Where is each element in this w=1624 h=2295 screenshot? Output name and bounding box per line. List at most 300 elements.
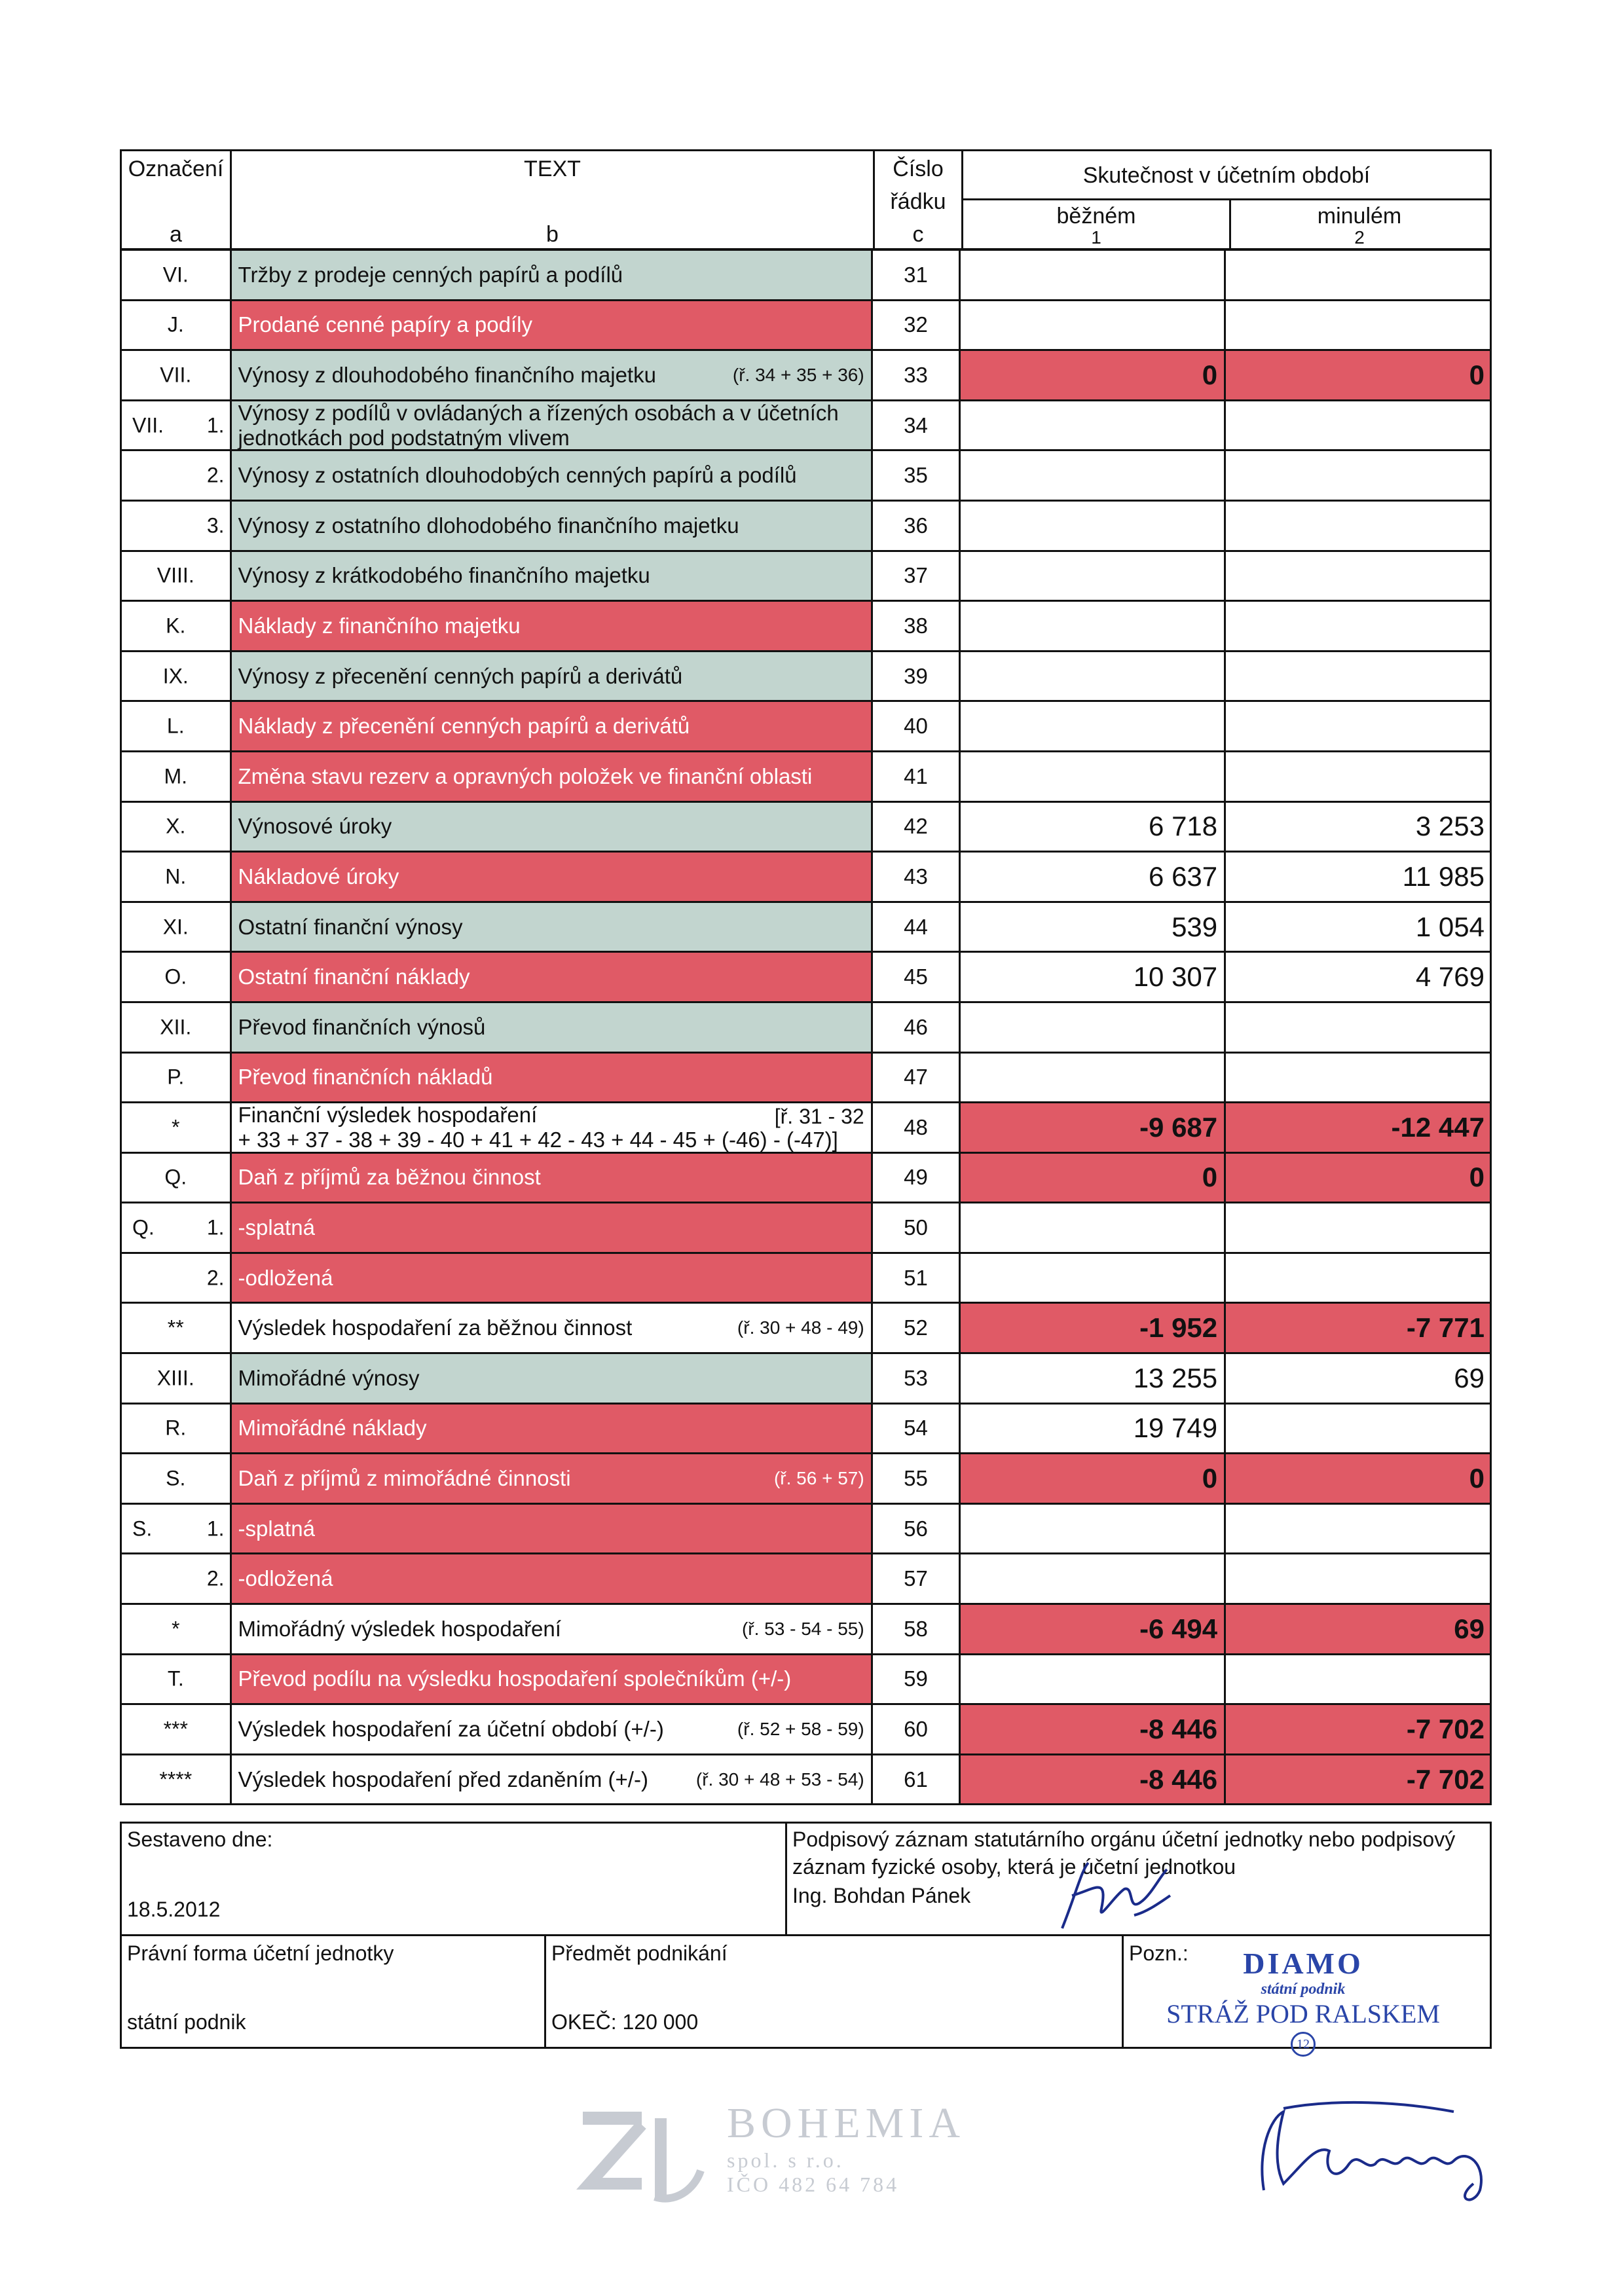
row-current-value (961, 1254, 1226, 1302)
row-text-cell (232, 351, 873, 399)
row-current-value (961, 1203, 1226, 1252)
row-previous-value (1226, 1254, 1490, 1302)
header-period-title: Skutečnost v účetním období (1082, 163, 1371, 188)
signature-panek (1036, 1850, 1180, 1935)
row-mark-cell (122, 1554, 232, 1603)
row-mark: XI. (162, 915, 189, 939)
row-mark: ** (167, 1315, 184, 1340)
table-row (120, 853, 1492, 903)
row-mark-cell (122, 1354, 232, 1403)
row-line-number: 33 (873, 351, 961, 399)
row-previous-value (1226, 1054, 1490, 1102)
table-row (120, 1054, 1492, 1104)
row-mark-cell (122, 752, 232, 801)
table-row (120, 803, 1492, 853)
row-previous-value: 1 054 (1415, 911, 1485, 942)
row-current-value: 19 749 (961, 1405, 1226, 1453)
row-previous-value (1226, 652, 1490, 701)
header-col-a-title: Označení (128, 156, 224, 181)
compiled-label: Sestaveno dne: (127, 1827, 273, 1851)
row-line-number: 44 (873, 903, 961, 951)
row-line-number: 52 (873, 1304, 961, 1352)
signature-label-1: Podpisový záznam statutárního orgánu účetní jednotky nebo podpisový (792, 1827, 1456, 1851)
header-col-c (875, 151, 963, 248)
diamo-stamp-type: státní podnik (1261, 1981, 1346, 1998)
row-mark-cell (122, 251, 232, 299)
row-text: Výnosy z ostatních dlouhodobých cenných papírů a podílů (238, 463, 797, 488)
compiled-box (120, 1822, 787, 1936)
row-subnumber: 1. (206, 1215, 225, 1239)
bohemia-stamp-ico: IČO 482 64 784 (727, 2173, 900, 2196)
row-previous-value (1226, 1203, 1490, 1252)
diamo-stamp-title: DIAMO (1243, 1947, 1363, 1980)
row-current-value (961, 451, 1226, 500)
row-text: Mimořádné náklady (238, 1416, 427, 1441)
row-mark: T. (167, 1666, 184, 1691)
row-mark-cell (122, 401, 232, 450)
row-previous-value: 0 (1226, 351, 1490, 399)
table-row (120, 1705, 1492, 1755)
row-line-number: 37 (873, 552, 961, 600)
bohemia-stamp (570, 2085, 976, 2230)
row-mark-cell (122, 803, 232, 851)
row-previous-value (1226, 1505, 1490, 1553)
signature-label-2: záznam fyzické osoby, která je účetní jednotkou (792, 1855, 1236, 1879)
header-col-a-sub: a (170, 222, 182, 247)
table-header (120, 149, 1492, 251)
row-text-cell (232, 953, 873, 1001)
row-text-cell (232, 301, 873, 350)
row-line-number: 53 (873, 1354, 961, 1403)
row-mark-cell (122, 953, 232, 1001)
row-text: Výnosy z ostatního dlohodobého finančního majetku (238, 513, 739, 538)
row-formula: (ř. 53 - 54 - 55) (741, 1618, 864, 1639)
row-previous-value: -12 447 (1226, 1103, 1490, 1152)
row-mark: L. (166, 714, 185, 738)
row-previous-value: -7 771 (1226, 1304, 1490, 1352)
row-line-number: 41 (873, 752, 961, 801)
row-current-value (961, 702, 1226, 750)
subject-box (544, 1934, 1124, 2049)
row-text: Prodané cenné papíry a podíly (238, 312, 532, 337)
row-text: Výsledek hospodaření za běžnou činnost (238, 1315, 633, 1340)
row-mark: XIII. (157, 1366, 194, 1390)
row-mark: O. (164, 964, 187, 989)
row-text-cell (232, 1405, 873, 1453)
row-text-cell (232, 1354, 873, 1403)
table-row (120, 1203, 1492, 1254)
row-text: Výnosy z dlouhodobého finančního majetku (238, 362, 656, 387)
row-line-number: 45 (873, 953, 961, 1001)
row-mark: VII. (132, 413, 164, 437)
row-mark-cell (122, 502, 232, 550)
row-previous-value (1226, 1405, 1490, 1453)
row-current-value (961, 1655, 1226, 1704)
row-text-cell (232, 752, 873, 801)
row-line-number: 51 (873, 1254, 961, 1302)
table-row (120, 1454, 1492, 1505)
row-mark-cell (122, 1755, 232, 1804)
row-mark: S. (132, 1516, 153, 1541)
row-text: Ostatní finanční výnosy (238, 914, 463, 939)
row-current-value (961, 652, 1226, 701)
row-text-cell (232, 1554, 873, 1603)
row-current-value: 13 255 (961, 1354, 1226, 1403)
row-text: Mimořádné výnosy (238, 1365, 420, 1390)
table-row (120, 702, 1492, 752)
row-previous-value (1226, 602, 1490, 650)
auditor-signature (1238, 2085, 1513, 2216)
row-text: -splatná (238, 1516, 315, 1541)
row-formula: (ř. 34 + 35 + 36) (732, 364, 864, 385)
row-text: Převod podílu na výsledku hospodaření společníkům (+/-) (238, 1666, 792, 1691)
row-text: Daň z příjmů za běžnou činnost (238, 1165, 541, 1190)
table-row (120, 552, 1492, 602)
row-previous-value: 69 (1454, 1362, 1485, 1393)
row-line-number: 39 (873, 652, 961, 701)
row-subnumber: 2. (206, 463, 225, 487)
row-text: Změna stavu rezerv a opravných položek ve finanční oblasti (238, 763, 813, 788)
row-previous-value (1226, 702, 1490, 750)
row-text-cell (232, 1454, 873, 1503)
row-text: Převod finančních výnosů (238, 1014, 486, 1039)
row-mark-cell (122, 1605, 232, 1653)
row-line-number: 47 (873, 1054, 961, 1102)
legal-form-box (120, 1934, 546, 2049)
row-mark: * (172, 1115, 180, 1139)
row-mark: XII. (160, 1015, 192, 1039)
row-text-cell (232, 552, 873, 600)
table-row (120, 602, 1492, 652)
table-row (120, 1554, 1492, 1605)
row-mark-cell (122, 451, 232, 500)
table-row (120, 251, 1492, 301)
row-mark-cell (122, 1203, 232, 1252)
table-row (120, 1505, 1492, 1555)
row-current-value: 539 (961, 903, 1226, 951)
row-subnumber: 1. (206, 413, 225, 437)
subject-value: OKEČ: 120 000 (551, 2010, 699, 2034)
table-row (120, 1304, 1492, 1354)
table-row (120, 1103, 1492, 1154)
row-mark-cell (122, 652, 232, 701)
row-text-continued: jednotkách pod podstatným vlivem (238, 425, 570, 450)
row-current-value (961, 1554, 1226, 1603)
row-line-number: 57 (873, 1554, 961, 1603)
row-line-number: 48 (873, 1103, 961, 1152)
table-body (120, 251, 1492, 1805)
financial-table (120, 149, 1492, 1805)
row-text-cell (232, 702, 873, 750)
row-mark-cell (122, 1154, 232, 1202)
row-mark-cell (122, 1655, 232, 1704)
row-line-number: 54 (873, 1405, 961, 1453)
diamo-stamp-number: 12 (1291, 2032, 1316, 2057)
row-text: Finanční výsledek hospodaření (238, 1103, 538, 1127)
row-line-number: 56 (873, 1505, 961, 1553)
header-current-sub: 1 (1091, 227, 1101, 248)
row-line-number: 58 (873, 1605, 961, 1653)
row-current-value: 10 307 (961, 953, 1226, 1001)
row-mark: J. (167, 312, 184, 337)
row-text: Nákladové úroky (238, 864, 399, 889)
table-row (120, 1154, 1492, 1204)
row-current-value (961, 1003, 1226, 1052)
header-col-c-title-1: Číslo (893, 156, 944, 181)
legal-form-label: Právní forma účetní jednotky (127, 1941, 394, 1965)
row-current-value: 6 637 (961, 853, 1226, 901)
row-mark-cell (122, 1405, 232, 1453)
compiled-date: 18.5.2012 (127, 1898, 221, 1921)
header-previous-sub: 2 (1354, 227, 1365, 248)
table-row (120, 502, 1492, 552)
row-formula: (ř. 56 + 57) (773, 1468, 864, 1489)
row-current-value (961, 1054, 1226, 1102)
row-current-value (961, 602, 1226, 650)
row-current-value (961, 752, 1226, 801)
row-text: Mimořádný výsledek hospodaření (238, 1616, 561, 1641)
row-mark: *** (163, 1717, 188, 1741)
row-text-cell (232, 451, 873, 500)
row-line-number: 46 (873, 1003, 961, 1052)
row-mark-cell (122, 1054, 232, 1102)
row-line-number: 32 (873, 301, 961, 350)
row-mark-cell (122, 1003, 232, 1052)
row-mark-cell (122, 1254, 232, 1302)
diamo-stamp (1139, 1946, 1467, 2057)
table-row (120, 1755, 1492, 1806)
row-line-number: 50 (873, 1203, 961, 1252)
row-line-number: 31 (873, 251, 961, 299)
row-mark-cell (122, 1103, 232, 1152)
row-line-number: 38 (873, 602, 961, 650)
row-subnumber: 2. (206, 1266, 225, 1290)
bohemia-stamp-title: BOHEMIA (727, 2099, 965, 2147)
row-current-value (961, 1505, 1226, 1553)
row-previous-value: 4 769 (1415, 961, 1485, 993)
row-line-number: 60 (873, 1705, 961, 1753)
row-text-cell (232, 1103, 873, 1152)
row-text-cell (232, 903, 873, 951)
signatory-name: Ing. Bohdan Pánek (792, 1884, 971, 1907)
row-text-cell (232, 1505, 873, 1553)
table-row (120, 301, 1492, 352)
row-previous-value (1226, 552, 1490, 600)
row-mark: Q. (132, 1215, 155, 1239)
row-previous-value (1226, 251, 1490, 299)
bohemia-stamp-type: spol. s r.o. (727, 2148, 844, 2172)
row-mark: * (172, 1617, 180, 1641)
row-current-value: -1 952 (961, 1304, 1226, 1352)
subject-label: Předmět podnikání (551, 1941, 728, 1965)
header-col-b-sub: b (546, 222, 559, 247)
row-text-cell (232, 1054, 873, 1102)
header-col-c-title-2: řádku (890, 189, 946, 214)
row-text-cell (232, 251, 873, 299)
row-current-value (961, 251, 1226, 299)
table-row (120, 903, 1492, 953)
row-text-cell (232, 853, 873, 901)
row-text: Výnosové úroky (238, 814, 392, 839)
row-previous-value (1226, 1554, 1490, 1603)
row-text-cell (232, 803, 873, 851)
table-row (120, 1354, 1492, 1405)
row-previous-value: 3 253 (1415, 811, 1485, 842)
row-mark: P. (167, 1065, 185, 1089)
row-previous-value (1226, 401, 1490, 450)
row-mark-cell (122, 301, 232, 350)
row-formula: [ř. 31 - 32 (774, 1105, 864, 1129)
row-formula: (ř. 30 + 48 + 53 - 54) (695, 1769, 864, 1790)
row-text: Výsledek hospodaření za účetní období (+/-) (238, 1717, 664, 1742)
row-text-cell (232, 1705, 873, 1753)
row-previous-value: -7 702 (1226, 1705, 1490, 1753)
row-text-cell (232, 1003, 873, 1052)
note-label: Pozn.: (1129, 1941, 1189, 1965)
row-line-number: 43 (873, 853, 961, 901)
row-previous-value: 11 985 (1402, 860, 1485, 892)
table-row (120, 953, 1492, 1003)
row-current-value: 6 718 (961, 803, 1226, 851)
row-current-value (961, 401, 1226, 450)
header-period-divider (963, 198, 1490, 200)
row-mark-cell (122, 853, 232, 901)
row-mark: S. (166, 1466, 186, 1490)
diamo-stamp-place: STRÁŽ POD RALSKEM (1166, 1999, 1440, 2029)
row-subnumber: 2. (206, 1566, 225, 1590)
row-text: Daň z příjmů z mimořádné činnosti (238, 1466, 571, 1491)
row-text-cell (232, 1254, 873, 1302)
row-previous-value (1226, 301, 1490, 350)
row-previous-value: 69 (1226, 1605, 1490, 1653)
row-mark: VIII. (157, 563, 194, 587)
row-previous-value: 0 (1226, 1154, 1490, 1202)
row-line-number: 49 (873, 1154, 961, 1202)
row-mark-cell (122, 1454, 232, 1503)
row-current-value: -6 494 (961, 1605, 1226, 1653)
row-mark-cell (122, 351, 232, 399)
row-line-number: 61 (873, 1755, 961, 1804)
header-period (963, 151, 1490, 248)
header-col-b-title: TEXT (524, 156, 581, 181)
header-col-c-sub: c (912, 222, 924, 247)
row-current-value (961, 552, 1226, 600)
row-text: Náklady z přecenění cenných papírů a derivátů (238, 714, 690, 739)
row-mark: Q. (164, 1165, 187, 1189)
row-previous-value: -7 702 (1226, 1755, 1490, 1804)
table-row (120, 1405, 1492, 1455)
row-text-cell (232, 602, 873, 650)
row-current-value: 0 (961, 1154, 1226, 1202)
row-subnumber: 1. (206, 1516, 225, 1541)
header-current-label: běžném (1056, 204, 1136, 229)
row-mark: M. (164, 764, 188, 788)
row-text-cell (232, 401, 873, 450)
row-line-number: 36 (873, 502, 961, 550)
row-mark-cell (122, 903, 232, 951)
row-mark: R. (165, 1416, 187, 1440)
row-mark-cell (122, 1304, 232, 1352)
row-text: Převod finančních nákladů (238, 1065, 493, 1090)
row-mark-cell (122, 702, 232, 750)
row-text: Ostatní finanční náklady (238, 964, 470, 989)
row-previous-value (1226, 752, 1490, 801)
row-mark-cell (122, 552, 232, 600)
row-current-value (961, 301, 1226, 350)
table-row (120, 1655, 1492, 1706)
row-line-number: 40 (873, 702, 961, 750)
row-line-number: 55 (873, 1454, 961, 1503)
table-row (120, 652, 1492, 703)
table-row (120, 451, 1492, 502)
table-row (120, 1003, 1492, 1054)
row-formula: (ř. 30 + 48 - 49) (737, 1317, 864, 1338)
row-previous-value: 0 (1226, 1454, 1490, 1503)
row-current-value: 0 (961, 351, 1226, 399)
row-current-value: -8 446 (961, 1705, 1226, 1753)
row-previous-value (1226, 502, 1490, 550)
header-col-a (122, 151, 232, 248)
row-current-value: -8 446 (961, 1755, 1226, 1804)
row-mark: IX. (162, 664, 189, 688)
row-previous-value (1226, 1655, 1490, 1704)
row-mark-cell (122, 1705, 232, 1753)
bohemia-logo-icon (576, 2099, 720, 2216)
row-current-value: -9 687 (961, 1103, 1226, 1152)
row-mark-cell (122, 1505, 232, 1553)
row-text: Výnosy z přecenění cenných papírů a derivátů (238, 663, 683, 688)
row-previous-value (1226, 1003, 1490, 1052)
signature-box (785, 1822, 1492, 1936)
row-text-continued: + 33 + 37 - 38 + 39 - 40 + 41 + 42 - 43 + 44 - 45 + (-46) - (-47)] (238, 1127, 838, 1152)
row-current-value: 0 (961, 1454, 1226, 1503)
row-text: Náklady z finančního majetku (238, 613, 521, 638)
table-row (120, 351, 1492, 401)
row-text: Výsledek hospodaření před zdaněním (+/-) (238, 1767, 648, 1791)
row-line-number: 59 (873, 1655, 961, 1704)
row-text-cell (232, 1304, 873, 1352)
row-mark-cell (122, 602, 232, 650)
row-formula: (ř. 52 + 58 - 59) (737, 1719, 864, 1740)
row-text: -splatná (238, 1215, 315, 1240)
row-text-cell (232, 652, 873, 701)
table-row (120, 752, 1492, 803)
table-row (120, 1254, 1492, 1304)
table-row (120, 1605, 1492, 1655)
row-text-cell (232, 1203, 873, 1252)
row-previous-value (1226, 451, 1490, 500)
row-text-cell (232, 1154, 873, 1202)
table-row (120, 401, 1492, 452)
row-line-number: 35 (873, 451, 961, 500)
row-subnumber: 3. (206, 513, 225, 538)
row-mark: N. (165, 864, 187, 889)
row-mark: VI. (162, 263, 189, 287)
row-mark: K. (166, 614, 186, 638)
row-text-cell (232, 502, 873, 550)
header-previous-label: minulém (1317, 204, 1402, 229)
legal-form-value: státní podnik (127, 2010, 246, 2034)
row-mark: VII. (160, 363, 192, 387)
row-text-cell (232, 1755, 873, 1804)
row-mark: **** (159, 1767, 193, 1791)
row-line-number: 34 (873, 401, 961, 450)
row-text: -odložená (238, 1265, 333, 1290)
row-current-value (961, 502, 1226, 550)
header-col-b (232, 151, 875, 248)
row-text: Výnosy z krátkodobého finančního majetku (238, 563, 650, 588)
row-text-cell (232, 1605, 873, 1653)
